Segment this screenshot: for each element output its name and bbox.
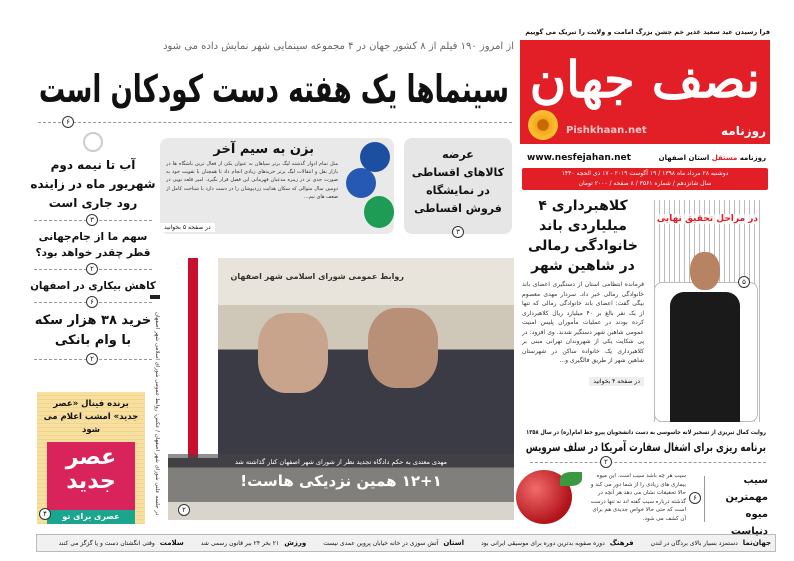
- flag: [168, 258, 218, 458]
- ad-slogan: عصری برای تو: [47, 510, 135, 524]
- footer-item[interactable]: ۲۱ بخر ۲۴ ببر قانون رسمی شد: [200, 539, 280, 547]
- embassy-kicker: روایت کمال تبریزی از تسخیر لانه جاسوسی به دست دانشجویان پیرو خط امام(ره) در سال ۱۳۵۸: [526, 429, 766, 436]
- divider: [34, 216, 152, 224]
- player-photo: [346, 168, 376, 198]
- page-ref: ۴: [39, 508, 51, 520]
- crime-more[interactable]: در صفحه ۴ بخوانید: [589, 377, 644, 386]
- brief-title[interactable]: سهم ما از جام‌جهانی قطر چقدر خواهد بود؟: [35, 231, 151, 259]
- ad-box[interactable]: [37, 392, 145, 524]
- footer-section[interactable]: فرهنگ: [609, 539, 634, 547]
- page-ref: ۲: [86, 263, 98, 275]
- logo-text: نصف جهان: [529, 50, 760, 109]
- footer-bar: [36, 534, 776, 552]
- photo-label: در مراحل تحقیق نهایی: [656, 214, 758, 224]
- divider: [38, 122, 512, 123]
- exhibition-line: در نمایشگاه: [426, 184, 490, 197]
- tagline-post: استان اصفهان: [658, 154, 712, 162]
- tagline-accent: مستقل: [711, 154, 738, 162]
- footer-section[interactable]: جهان‌نما: [742, 539, 771, 547]
- page-ref: ۲: [86, 353, 98, 365]
- faucet-icon: [83, 132, 103, 152]
- footer-section[interactable]: استان: [443, 539, 465, 547]
- date-line: دوشنبه ۲۸ مرداد ماه ۱۳۹۸ / ۱۹ آگوست ۲۰۱۹ - ۱۷ ذی الحجه ۱۴۴۰: [561, 170, 729, 177]
- page-ref: ۵: [738, 276, 750, 288]
- photo-banner: روابط عمومی شورای اسلامی شهر اصفهان: [230, 272, 404, 281]
- lead-headline[interactable]: سینماها یک هفته دست کودکان است: [38, 67, 510, 111]
- photo-overlay: [168, 454, 514, 502]
- crime-body: فرمانده انتظامی استان از دستگیری اعضای باند خانوادگی رمالی خبر داد. سردار مهدی معصوم بیگی گفت: اعضای باند خانوادگی رمالی که تنها از یک نفر بالغ بر ۴۰ میلیارد ریال کلاهبرداری کرده بودند در عملیات مأموران پلیس امنیت عمومی شاهین شهر دستگیر شدند. وی افزود: در پی شکایت یکی از شهروندان تهرانی مبنی بر کلاهبرداری یک خانواده ساکن در شهرستان شاهین شهر از طریق فالگیری و...: [522, 281, 645, 364]
- page-ref: ۳: [452, 226, 464, 238]
- page-ref: ۶: [62, 116, 74, 128]
- photo-caption: مهدی معتدی به حکم دادگاه تجدید نظر از شورای شهر اصفهان کنار گذاشته شد: [235, 458, 447, 466]
- crime-story: [522, 196, 644, 387]
- person: [258, 313, 328, 393]
- player-photo: [364, 196, 394, 228]
- page-ref: ۶: [86, 296, 98, 308]
- tagline-pre: روزنامه: [737, 154, 766, 162]
- ad-logo-line: جدید: [66, 469, 116, 494]
- tagline: [659, 154, 766, 162]
- divider: [34, 298, 152, 306]
- suspect-photo: [650, 200, 762, 422]
- divider: [34, 265, 152, 273]
- embassy-headline[interactable]: برنامه ریزی برای اشغال سفارت آمریکا در سلف سرویس: [525, 440, 766, 454]
- divider: [704, 476, 705, 522]
- sports-box[interactable]: [160, 138, 394, 234]
- page-ref: ۶: [689, 492, 701, 504]
- lead-kicker: از امروز ۱۹۰ فیلم از ۸ کشور جهان در ۴ مجموعه سینمایی شهر نمایش داده می شود: [163, 41, 514, 52]
- footer-item[interactable]: دستمزد بسیار بالای بردگان در لندن: [650, 539, 738, 547]
- person-head: [690, 252, 720, 290]
- exhibition-box[interactable]: [404, 138, 512, 234]
- masthead-logo: [520, 40, 770, 144]
- main-photo[interactable]: [168, 258, 514, 520]
- page-ref: ۲: [600, 456, 612, 468]
- photo-headline[interactable]: ۱۲+۱ همین نزدیکی هاست!: [240, 472, 442, 490]
- brief-title[interactable]: کاهش بیکاری در اصفهان: [30, 280, 156, 292]
- exhibition-line: فروش اقساطی: [414, 202, 502, 215]
- brief-title[interactable]: خرید ۳۸ هزار سکه با وام بانکی: [34, 313, 152, 348]
- ad-title: برنده فینال «عصر جدید» امشب اعلام می شود: [43, 399, 139, 435]
- briefs-column: [30, 130, 156, 368]
- page-ref: ۳: [86, 214, 98, 226]
- apple-body: سیب هر چه باشد سیب است. این میوه بیماری های زیادی را از شما دور می کند و حالا تحقیقات نشان می دهد هر آنچه در گذشته درباره سیب گفته اند نه تنها درست است که حتی حالا خواص جدیدی هم برای آن کشف می شود.: [590, 473, 686, 522]
- photo-side-caption: در جلسه علنی شورای شهر اصفهان / عکس: روابط عمومی شورای اسلامی شهر اصفهان: [150, 295, 160, 515]
- footer-item[interactable]: آتش سوزی در خانه خیابان پروین عمدی نیست: [323, 539, 439, 547]
- divider: [530, 462, 766, 463]
- date-bar: [522, 168, 768, 190]
- logo-sub: روزنامه: [721, 124, 766, 138]
- exhibition-line: عرضه: [442, 148, 474, 161]
- exhibition-line: کالاهای اقساطی: [411, 166, 505, 179]
- masthead-top-line: فرا رسیدن عید سعید غدیر خم جشن بزرگ امامت و ولایت را تبریک می گوییم: [525, 28, 770, 36]
- sports-body: مثل تمام ادوار گذشته لیگ برتر سپاهان به عنوان یکی از فعال ترین باشگاه ها در بازار نقل و انتقالات لیگ برتر خریدهای زیادی انجام داد تا همچنان با تقویت خود به صورت جدی تر در زمره مدعیان قهرمانی این فصل قرار بگیرد. امیر قلعه نویی در دومین سال متوالی که سکان هدایت زردپوشان را در دست دارد با شناخت کامل از ضعف های تیم...: [166, 161, 338, 200]
- website-url[interactable]: www.nesfejahan.net: [527, 153, 631, 163]
- footer-section[interactable]: سلامت: [159, 539, 184, 547]
- sports-more[interactable]: در صفحه ۵ بخوانید: [160, 223, 215, 232]
- apple-title[interactable]: سیب مهمترین میوه دنیاست: [725, 475, 768, 537]
- leaf-icon: [560, 472, 582, 486]
- person: [368, 308, 438, 388]
- brief-title[interactable]: آب تا نیمه دوم شهریور ماه در زاینده رود جاری است: [30, 158, 156, 210]
- footer-section[interactable]: ورزش: [284, 539, 307, 547]
- footer-item[interactable]: وقتی انگشتان دست و پا گزگز می کنند: [58, 539, 155, 547]
- page-ref: ۲: [178, 504, 190, 516]
- crime-headline[interactable]: کلاهبرداری ۴ میلیاردی باند خانوادگی رمالی در شاهین شهر: [528, 198, 638, 274]
- sports-title: بزن به سیم آخر: [213, 142, 314, 157]
- watermark: Pishkhaan.net: [566, 125, 647, 136]
- ad-logo: [47, 442, 135, 524]
- issue-line: سال شانزدهم / شماره ۳۵۶۱ / ۸ صفحه / ۲۰۰۰ تومان: [578, 180, 712, 187]
- footer-item[interactable]: دوره صفویه بدترین دوره برای موسیقی ایرانی بود: [481, 539, 605, 547]
- person-body: [670, 292, 740, 422]
- ad-logo-line: عصر: [65, 445, 117, 470]
- divider: [34, 355, 152, 363]
